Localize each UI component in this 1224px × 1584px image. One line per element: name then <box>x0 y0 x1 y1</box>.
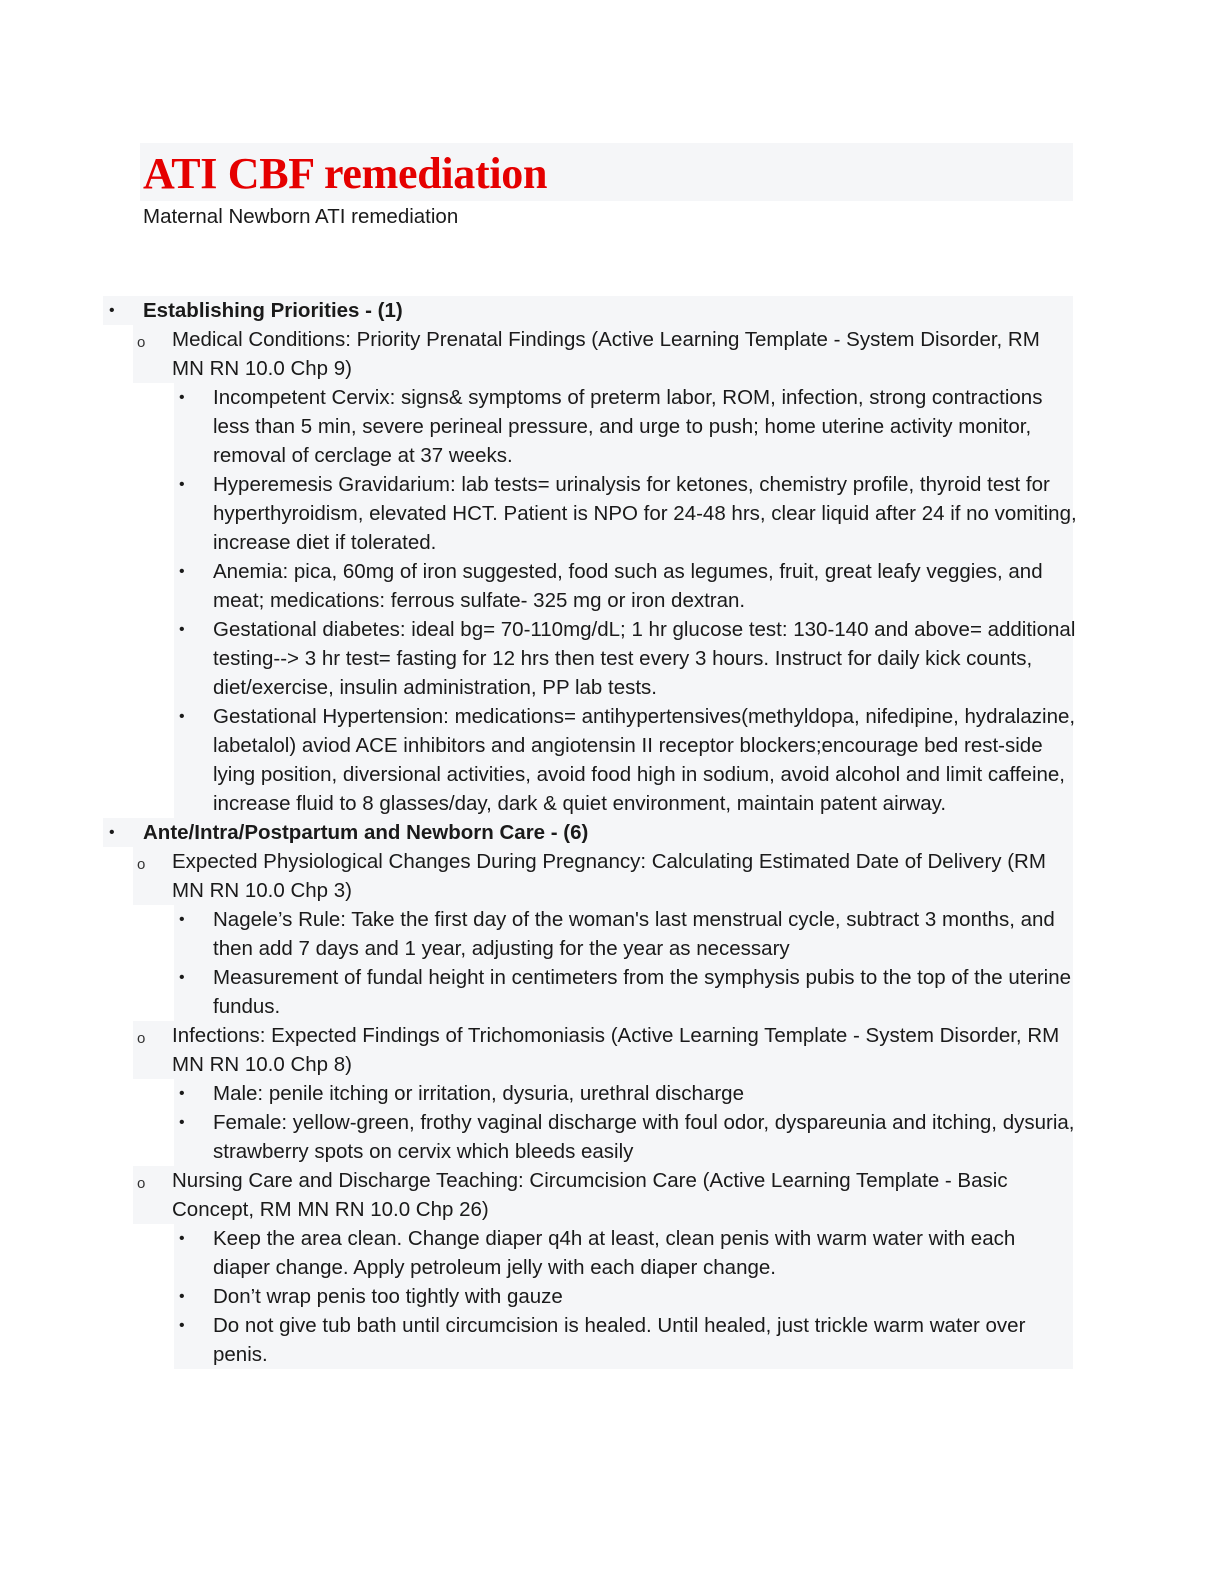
bullet-marker: • <box>179 708 185 725</box>
document-title: ATI CBF remediation <box>143 149 548 198</box>
circle-marker: o <box>137 1175 146 1192</box>
topic-title: Nursing Care and Discharge Teaching: Circumcision Care (Active Learning Template - Basic Concept, RM MN RN 10.0 Chp 26) <box>172 1169 1008 1221</box>
bullet-text: Hyperemesis Gravidarium: lab tests= urinalysis for ketones, chemistry profile, thyroid test for hyperthyroidism, elevated HCT. Patient is NPO for 24-48 hrs, clear liquid after 24 if no vomiting, increase diet if tolerated. <box>213 473 1077 554</box>
document-body <box>0 296 1224 1369</box>
bullet-item <box>0 1282 1224 1311</box>
bullet-marker: • <box>179 476 185 493</box>
section-heading-item <box>0 296 1224 325</box>
bullet-item <box>0 383 1224 470</box>
bullet-marker: • <box>179 1230 185 1247</box>
bullet-marker: • <box>179 621 185 638</box>
bullet-marker: • <box>179 563 185 580</box>
bullet-marker: • <box>179 1317 185 1334</box>
topic-title: Medical Conditions: Priority Prenatal Findings (Active Learning Template - System Disorder, RM MN RN 10.0 Chp 9) <box>172 328 1040 380</box>
bullet-marker: • <box>109 302 115 319</box>
bullet-text: Gestational Hypertension: medications= antihypertensives(methyldopa, nifedipine, hydralazine, labetalol) aviod ACE inhibitors and angiotensin II receptor blockers;encourage bed rest-side lying position, diversional activities, avoid food high in sodium, avoid alcohol and limit caffeine, increase fluid to 8 glasses/day, dark & quiet environment, maintain patent airway. <box>213 705 1076 815</box>
topic-item <box>0 325 1224 383</box>
bullet-text: Don’t wrap penis too tightly with gauze <box>213 1285 563 1308</box>
section-heading-item <box>0 818 1224 847</box>
bullet-text: Nagele’s Rule: Take the first day of the woman's last menstrual cycle, subtract 3 months, and then add 7 days and 1 year, adjusting for the year as necessary <box>213 908 1055 960</box>
circle-marker: o <box>137 1030 146 1047</box>
bullet-marker: • <box>109 824 115 841</box>
bullet-text: Female: yellow-green, frothy vaginal discharge with foul odor, dyspareunia and itching, dysuria, strawberry spots on cervix which bleeds easily <box>213 1111 1075 1163</box>
topic-item <box>0 847 1224 905</box>
bullet-text: Keep the area clean. Change diaper q4h at least, clean penis with warm water with each diaper change. Apply petroleum jelly with each diaper change. <box>213 1227 1016 1279</box>
bullet-item <box>0 1311 1224 1369</box>
bullet-text: Gestational diabetes: ideal bg= 70-110mg/dL; 1 hr glucose test: 130-140 and above= additional testing--> 3 hr test= fasting for 12 hrs then test every 3 hours. Instruct for daily kick counts, diet/exercise, insulin administration, PP lab tests. <box>213 618 1076 699</box>
circle-marker: o <box>137 334 146 351</box>
topic-item <box>0 1021 1224 1079</box>
bullet-marker: • <box>179 1114 185 1131</box>
bullet-item <box>0 702 1224 818</box>
bullet-text: Male: penile itching or irritation, dysuria, urethral discharge <box>213 1082 744 1105</box>
bullet-text: Measurement of fundal height in centimeters from the symphysis pubis to the top of the uterine fundus. <box>213 966 1072 1018</box>
bullet-item <box>0 557 1224 615</box>
document-subtitle: Maternal Newborn ATI remediation <box>143 205 459 228</box>
bullet-text: Do not give tub bath until circumcision is healed. Until healed, just trickle warm water over penis. <box>213 1314 1026 1366</box>
section-heading: Establishing Priorities - (1) <box>143 299 403 322</box>
bullet-item <box>0 1224 1224 1282</box>
bullet-marker: • <box>179 969 185 986</box>
section-heading: Ante/Intra/Postpartum and Newborn Care - (6) <box>143 821 589 844</box>
bullet-text: Incompetent Cervix: signs& symptoms of preterm labor, ROM, infection, strong contractions less than 5 min, severe perineal pressure, and urge to push; home uterine activity monitor, removal of cerclage at 37 weeks. <box>213 386 1043 467</box>
bullet-item <box>0 905 1224 963</box>
bullet-item <box>0 470 1224 557</box>
topic-title: Expected Physiological Changes During Pregnancy: Calculating Estimated Date of Delivery (RM MN RN 10.0 Chp 3) <box>172 850 1046 902</box>
bullet-marker: • <box>179 389 185 406</box>
bullet-marker: • <box>179 1288 185 1305</box>
bullet-marker: • <box>179 1085 185 1102</box>
topic-item <box>0 1166 1224 1224</box>
circle-marker: o <box>137 856 146 873</box>
bullet-item <box>0 615 1224 702</box>
bullet-item <box>0 1079 1224 1108</box>
bullet-item <box>0 963 1224 1021</box>
topic-title: Infections: Expected Findings of Trichomoniasis (Active Learning Template - System Disorder, RM MN RN 10.0 Chp 8) <box>172 1024 1060 1076</box>
bullet-marker: • <box>179 911 185 928</box>
bullet-item <box>0 1108 1224 1166</box>
bullet-text: Anemia: pica, 60mg of iron suggested, food such as legumes, fruit, great leafy veggies, and meat; medications: ferrous sulfate- 325 mg or iron dextran. <box>213 560 1043 612</box>
